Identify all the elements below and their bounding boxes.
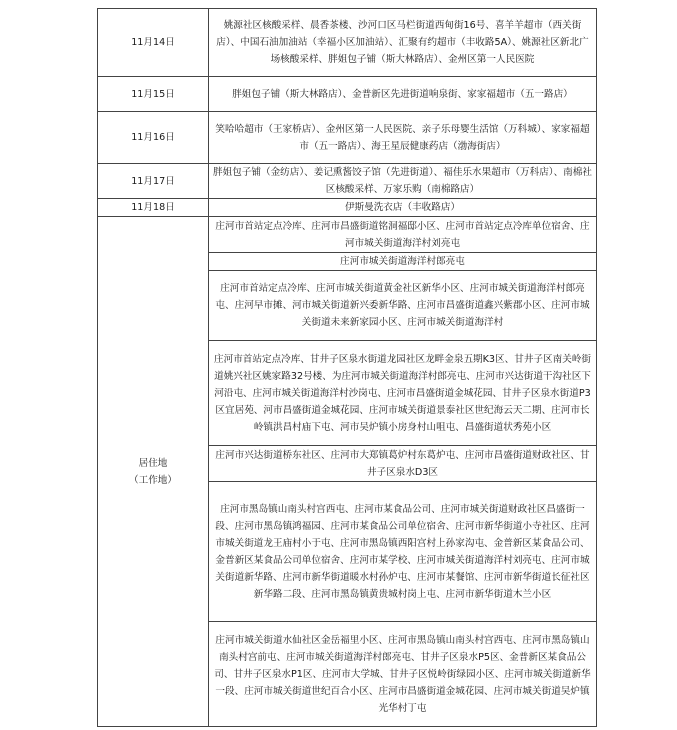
date-cell: 11月14日 [98,9,209,77]
date-cell: 11月18日 [98,199,209,217]
location-list-cell: 胖姐包子铺（斯大林路店）、金普新区先进街道响泉街、家家福超市（五一路店） [209,77,597,112]
date-cell: 11月16日 [98,112,209,164]
date-row [98,9,597,77]
residence-label: 居住地 [138,457,168,469]
residence-sublabel: （工作地） [129,474,177,486]
date-cell: 11月15日 [98,77,209,112]
residence-entry-cell: 庄河市城关街道海洋村郎亮屯 [209,253,597,271]
location-list-cell: 胖姐包子铺（金纺店）、姜记熏酱饺子馆（先进街道）、福佳乐水果超市（万科店）、南棉社区核酸采样、万家乐购（南棉路店） [209,164,597,199]
date-cell: 11月17日 [98,164,209,199]
date-row [98,112,597,164]
location-list-cell: 姚源社区核酸采样、晨香茶楼、沙河口区马栏街道西甸街16号、喜羊羊超市（西关街店）、中国石油加油站（幸福小区加油站）、汇聚有约超市（丰收路5A）、姚源社区新北广场核酸采样、胖姐包子铺（斯大林路店）、金州区第一人民医院 [209,9,597,77]
residence-entry-cell: 庄河市首站定点冷库、甘井子区泉水街道龙园社区龙畔金泉五期K3区、甘井子区南关岭街道姚兴社区姚家路32号楼、为庄河市城关街道海洋村郎亮屯、庄河市兴达街道干沟社区下河沿屯、庄河市城关街道海洋村沙岗屯、庄河市昌盛街道金城花园、甘井子区泉水街道P3区宜居苑、河市昌盛街道金城花园、庄河市城关街道景泰社区世纪海云天二期、庄河市长岭镇洪昌村庙下屯、河市吴炉镇小房身村山咀屯、昌盛街道状秀苑小区 [209,341,597,446]
location-table [97,8,597,727]
residence-entry-cell: 庄河市兴达街道桥东社区、庄河市大郑镇葛炉村东葛炉屯、庄河市昌盛街道财政社区、甘井子区泉水D3区 [209,446,597,482]
residence-entry-cell: 庄河市首站定点冷库、庄河市城关街道黄金社区新华小区、庄河市城关街道海洋村郎亮屯、庄河早市摊、河市城关街道新兴委新华路、庄河市昌盛街道鑫兴紫郡小区、庄河市城关街道未来新家园小区、庄河市城关街道海洋村 [209,271,597,341]
residence-row [98,217,597,253]
residence-entry-cell: 庄河市城关街道水仙社区金岳福里小区、庄河市黑岛镇山南头村宫西屯、庄河市黑岛镇山南头村宫前屯、庄河市城关街道海洋村郎亮屯、甘井子区泉水P5区、金普新区某食品公司、甘井子区泉水P1区、庄河市大学城、甘井子区悦岭街绿园小区、庄河市城关街道新华一段、庄河市城关街道世纪百合小区、庄河市昌盛街道金城花园、庄河市城关街道吴炉镇光华村丁屯 [209,622,597,727]
location-list-cell: 笑哈哈超市（王家桥店）、金州区第一人民医院、亲子乐母婴生活馆（万科城）、家家福超市（五一路店）、海王星辰健康药店（渤海街店） [209,112,597,164]
residence-label-cell [98,217,209,727]
residence-entry-cell: 庄河市首站定点冷库、庄河市昌盛街道铭洞福邸小区、庄河市首站定点冷库单位宿舍、庄河市城关街道海洋村刘亮屯 [209,217,597,253]
residence-entry-cell: 庄河市黑岛镇山南头村宫西屯、庄河市某食品公司、庄河市城关街道财政社区昌盛街一段、庄河市黑岛镇鸿福园、庄河市某食品公司单位宿舍、庄河市新华街道小寺社区、庄河市城关街道龙王庙村小于屯、庄河市黑岛镇西阳宫村上孙家沟屯、金普新区某食品公司、金普新区某食品公司单位宿舍、庄河市某学校、庄河市城关街道海洋村刘亮屯、庄河市城关街道新华路、庄河市新华街道暖水村孙炉屯、庄河市某餐馆、庄河市新华街道长征社区新华路二段、庄河市黑岛镇黄贵城村岗上屯、庄河市新华街道木兰小区 [209,482,597,622]
date-row [98,77,597,112]
location-list-cell: 伊斯曼洗衣店（丰收路店） [209,199,597,217]
date-row [98,164,597,199]
date-row [98,199,597,217]
